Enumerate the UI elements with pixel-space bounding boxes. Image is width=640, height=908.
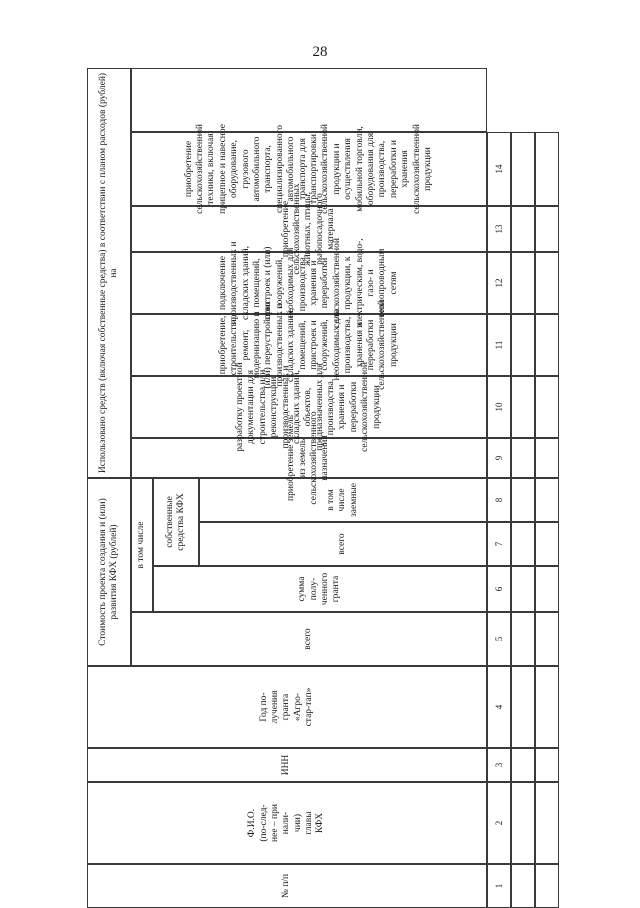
header-col-4: Год по-лучения гранта «Агро-стар-тап» [87,666,487,748]
col-number-7: 7 [487,522,511,566]
col-number-12: 12 [487,252,511,314]
col-number-1: 1 [487,864,511,908]
used-group-header: Использовано средств (включая собственные средства) в соответствии с планом расходов (рублей) на [87,68,131,478]
rotated-table-continued [87,68,587,908]
col-number-11: 11 [487,314,511,376]
header-col-13: приобретение сельскохозяйственных животных, птицы, рыбопосадочного материала [131,206,487,252]
header-col-7: всего [199,522,487,566]
col-number-10: 10 [487,376,511,438]
col-number-8: 8 [487,478,511,522]
header-col-1: № п/п [87,864,487,908]
col-number-4: 4 [487,666,511,748]
header-col-5: всего [131,612,487,666]
col-number-14: 14 [487,132,511,206]
header-col-10: разработку проектной документации для строительства или реконструкции производственных и складских зданий, объектов, предназначенных для производства, хранения и переработки сельскохозяйственной продукции [131,376,487,438]
header-col-2: Ф.И.О. (по-след-нее – при нали-чии) главы КФХ [87,782,487,864]
col-number-3: 3 [487,748,511,782]
header-col-11: приобретение, строительство, ремонт, модернизацию и (или) переустройство производственных и складских зданий, помещений, пристроек и сооружений, необходимых для производства, хранения и переработки сельскохозяйственной продукции [131,314,487,376]
own-funds-header: собственные средства КФХ [153,478,199,566]
col-number-6: 6 [487,566,511,612]
header-col-3: ИНН [87,748,487,782]
col-number-2: 2 [487,782,511,864]
header-col-12: подключение производственных и складских зданий, помещений, пристроек и (или) сооружений, необходимых для производства, хранения и переработки сельскохозяйственной продукции, к электрическим, водо-, газо- и теплопроводным сетям [131,252,487,314]
header-col-6: сумма полу-ченного гранта [153,566,487,612]
col-number-5: 5 [487,612,511,666]
header-col-8: в том числе заемные [199,478,487,522]
header-col-9: приобретение земель из земель сельскохозяйственного назначения [131,438,487,478]
header-col-14: приобретение сельскохозяйственной техники, включая прицепное и навесное оборудование, грузового автомобильного транспорта, специализированного автомобильного транспорта для транспортировки сельскохозяйственной продукции и осуществления мобильной торговли, оборудования для производства, переработки и хранения сельскохозяйственной продукции [131,132,487,206]
col-number-13: 13 [487,206,511,252]
incl-header: в том числе [131,478,153,612]
page-number: 28 [312,44,328,60]
col-number-9: 9 [487,438,511,478]
cost-group-header: Стоимость проекта создания и (или) развития КФХ (рублей) [87,478,131,666]
